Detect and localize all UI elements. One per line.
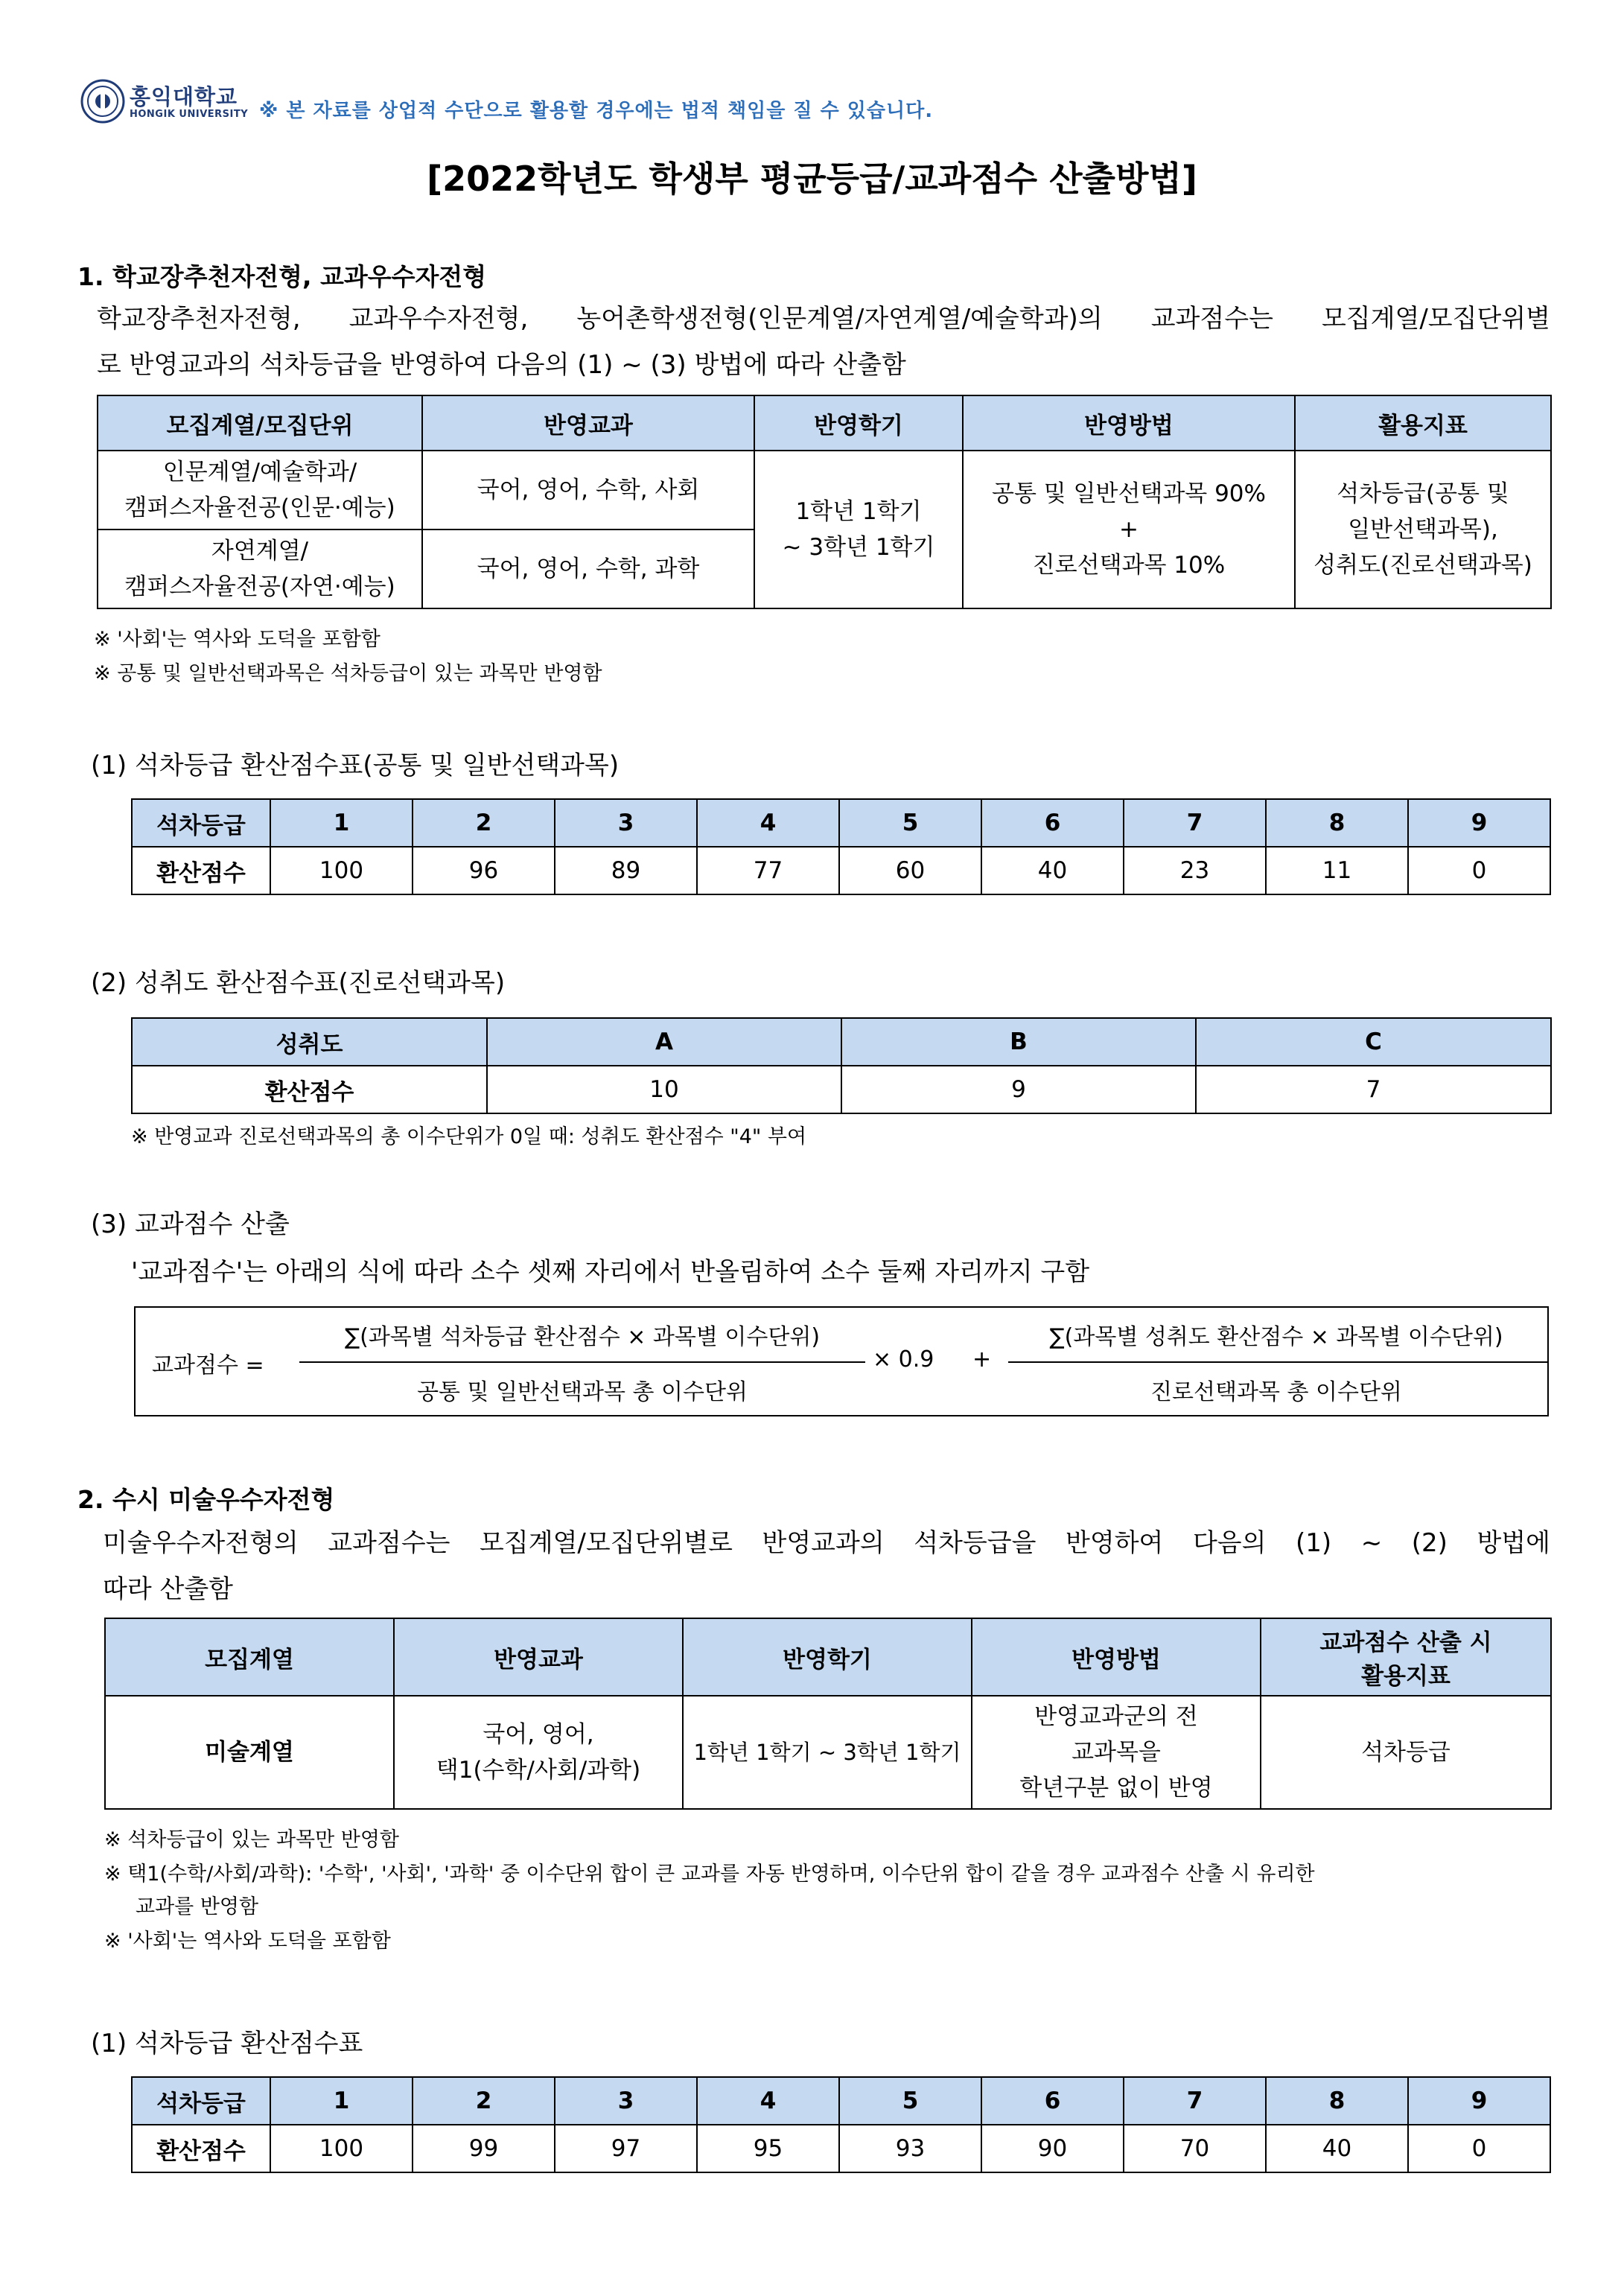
method-cell [972, 1696, 1261, 1809]
section1-table [97, 395, 1552, 609]
grade-cell: 2 [413, 2077, 555, 2125]
method-line: 학년구분 없이 반영 [1019, 1775, 1213, 1801]
score-cell: 0 [1408, 847, 1550, 894]
method-line: 진로선택과목 10% [1032, 552, 1226, 579]
formula-multiplier: × 0.9 [873, 1346, 934, 1373]
grade-cell: 6 [981, 2077, 1124, 2125]
sub3-title: (3) 교과점수 산출 [91, 1209, 290, 1239]
sub1-title: (1) 석차등급 환산점수표(공통 및 일반선택과목) [91, 751, 620, 780]
level-cell: B [841, 1018, 1196, 1066]
score-cell: 97 [555, 2125, 697, 2172]
header-cell: 활용지표 [1295, 395, 1551, 451]
score-cell: 70 [1124, 2125, 1266, 2172]
section1-note: ※ 공통 및 일반선택과목은 석차등급이 있는 과목만 반영함 [94, 662, 602, 685]
header-cell: 반영교과 [394, 1618, 683, 1696]
section2-para-line2: 따라 산출함 [103, 1574, 234, 1604]
row-label: 환산점수 [132, 2125, 270, 2172]
sub3-description: '교과점수'는 아래의 식에 따라 소수 셋째 자리에서 반올림하여 소수 둘째 자리까지 구함 [131, 1257, 1090, 1287]
index-cell [1295, 451, 1551, 608]
semester-line: 1학년 1학기 [795, 498, 922, 525]
legal-notice: ※ 본 자료를 상업적 수단으로 활용할 경우에는 법적 책임을 질 수 있습니다. [259, 100, 934, 122]
unit-line: 캠퍼스자율전공(인문·예능) [124, 495, 395, 521]
score-cell: 0 [1408, 2125, 1550, 2172]
grade-cell: 4 [697, 2077, 839, 2125]
grade-cell: 9 [1408, 799, 1550, 847]
grade-cell: 5 [839, 799, 981, 847]
semester-cell [754, 451, 963, 608]
index-line: 석차등급(공통 및 [1337, 480, 1509, 507]
header-cell: 반영방법 [972, 1618, 1261, 1696]
grade-cell: 8 [1266, 799, 1408, 847]
grade-cell: 7 [1124, 799, 1266, 847]
unit-cell: 미술계열 [105, 1696, 394, 1809]
header-line: 교과점수 산출 시 [1319, 1629, 1492, 1656]
grade-cell: 9 [1408, 2077, 1550, 2125]
header-cell: 모집계열 [105, 1618, 394, 1696]
score-cell: 11 [1266, 847, 1408, 894]
score-cell: 99 [413, 2125, 555, 2172]
sub2-title: (2) 성취도 환산점수표(진로선택과목) [91, 968, 506, 998]
university-logo [80, 79, 259, 128]
header-cell: 반영학기 [683, 1618, 972, 1696]
section2-note: ※ 석차등급이 있는 과목만 반영함 [104, 1828, 400, 1851]
grade-cell: 5 [839, 2077, 981, 2125]
header-cell: 반영학기 [754, 395, 963, 451]
section2-heading: 2. 수시 미술우수자전형 [77, 1485, 335, 1514]
section1-para-line2: 로 반영교과의 석차등급을 반영하여 다음의 (1) ~ (3) 방법에 따라 산출함 [97, 350, 906, 380]
header-cell: 모집계열/모집단위 [98, 395, 422, 451]
section2-para-line1: 미술우수자전형의 교과점수는 모집계열/모집단위별로 반영교과의 석차등급을 반영하여 다음의 (1) ~ (2) 방법에 [103, 1528, 1550, 1558]
method-cell [963, 451, 1295, 608]
method-line: 공통 및 일반선택과목 90% [992, 480, 1266, 507]
score-cell: 90 [981, 2125, 1124, 2172]
score-cell: 89 [555, 847, 697, 894]
grade-cell: 4 [697, 799, 839, 847]
logo-name: 홍익대학교 [130, 84, 238, 109]
score-cell: 10 [487, 1066, 841, 1113]
score-cell: 60 [839, 847, 981, 894]
subjects-cell [394, 1696, 683, 1809]
fraction-bar [1008, 1361, 1549, 1363]
unit-cell [98, 530, 422, 608]
level-cell: A [487, 1018, 841, 1066]
formula-numerator2: ∑(과목별 성취도 환산점수 × 과목별 이수단위) [1049, 1324, 1503, 1350]
sub2-note: ※ 반영교과 진로선택과목의 총 이수단위가 0일 때: 성취도 환산점수 "4" 부여 [131, 1125, 807, 1148]
formula-lhs: 교과점수 = [152, 1352, 264, 1378]
formula-denominator2: 진로선택과목 총 이수단위 [1150, 1379, 1402, 1405]
semester-line: ~ 3학년 1학기 [782, 534, 935, 561]
score-cell: 100 [270, 847, 413, 894]
subjects-line: 택1(수학/사회/과학) [436, 1757, 641, 1784]
grade-cell: 7 [1124, 2077, 1266, 2125]
score-cell: 23 [1124, 847, 1266, 894]
grade-cell: 1 [270, 2077, 413, 2125]
grade-cell: 2 [413, 799, 555, 847]
grade-score-table [131, 798, 1551, 895]
section1-para-line1: 학교장추천자전형, 교과우수자전형, 농어촌학생전형(인문계열/자연계열/예술학과)의 교과점수는 모집계열/모집단위별 [97, 304, 1550, 334]
semester-cell: 1학년 1학기 ~ 3학년 1학기 [683, 1696, 972, 1809]
row-label: 석차등급 [132, 799, 270, 847]
fraction-bar [299, 1361, 865, 1363]
method-line: 반영교과군의 전 [1034, 1703, 1198, 1730]
section2-note-continued: 교과를 반영함 [136, 1895, 259, 1918]
score-cell: 40 [981, 847, 1124, 894]
unit-cell [98, 451, 422, 530]
score-formula [134, 1306, 1549, 1416]
index-cell: 석차등급 [1261, 1696, 1551, 1809]
page-title: [2022학년도 학생부 평균등급/교과점수 산출방법] [427, 159, 1197, 199]
header-cell: 반영방법 [963, 395, 1295, 451]
row-label: 성취도 [132, 1018, 487, 1066]
section1-note: ※ '사회'는 역사와 도덕을 포함함 [94, 628, 380, 651]
header-cell [1261, 1618, 1551, 1696]
score-cell: 95 [697, 2125, 839, 2172]
grade-cell: 3 [555, 2077, 697, 2125]
row-label: 환산점수 [132, 847, 270, 894]
level-cell: C [1196, 1018, 1551, 1066]
score-cell: 9 [841, 1066, 1196, 1113]
method-line: + [1119, 516, 1139, 543]
score-cell: 100 [270, 2125, 413, 2172]
grade-cell: 8 [1266, 2077, 1408, 2125]
score-cell: 93 [839, 2125, 981, 2172]
section1-heading: 1. 학교장추천자전형, 교과우수자전형 [77, 262, 487, 291]
section2-note: ※ 택1(수학/사회/과학): '수학', '사회', '과학' 중 이수단위 합이 큰 교과를 자동 반영하며, 이수단위 합이 같을 경우 교과점수 산출 시 유리한 [104, 1863, 1315, 1886]
grade-cell: 6 [981, 799, 1124, 847]
row-label: 환산점수 [132, 1066, 487, 1113]
subjects-cell: 국어, 영어, 수학, 사회 [422, 451, 754, 530]
subjects-line: 국어, 영어, [483, 1721, 594, 1748]
section2-note: ※ '사회'는 역사와 도덕을 포함함 [104, 1930, 391, 1953]
score-cell: 40 [1266, 2125, 1408, 2172]
formula-denominator1: 공통 및 일반선택과목 총 이수단위 [417, 1379, 748, 1405]
score-cell: 77 [697, 847, 839, 894]
unit-line: 자연계열/ [211, 538, 309, 565]
subjects-cell: 국어, 영어, 수학, 과학 [422, 530, 754, 608]
section2-table [104, 1618, 1552, 1810]
header-cell: 반영교과 [422, 395, 754, 451]
section2-sub1-title: (1) 석차등급 환산점수표 [91, 2029, 363, 2058]
unit-line: 캠퍼스자율전공(자연·예능) [124, 573, 395, 600]
grade-cell: 1 [270, 799, 413, 847]
unit-line: 인문계열/예술학과/ [162, 459, 357, 486]
score-cell: 96 [413, 847, 555, 894]
achievement-score-table [131, 1017, 1552, 1114]
row-label: 석차등급 [132, 2077, 270, 2125]
index-line: 일반선택과목), [1348, 516, 1498, 543]
formula-numerator1: ∑(과목별 석차등급 환산점수 × 과목별 이수단위) [344, 1324, 821, 1350]
score-cell: 7 [1196, 1066, 1551, 1113]
index-line: 성취도(진로선택과목) [1313, 552, 1532, 579]
university-seal-icon [80, 79, 125, 124]
art-grade-score-table [131, 2076, 1551, 2173]
header-line: 활용지표 [1361, 1663, 1451, 1690]
grade-cell: 3 [555, 799, 697, 847]
method-line: 교과목을 [1071, 1739, 1161, 1766]
formula-plus: + [972, 1346, 992, 1373]
logo-english-name: HONGIK UNIVERSITY [130, 109, 249, 120]
